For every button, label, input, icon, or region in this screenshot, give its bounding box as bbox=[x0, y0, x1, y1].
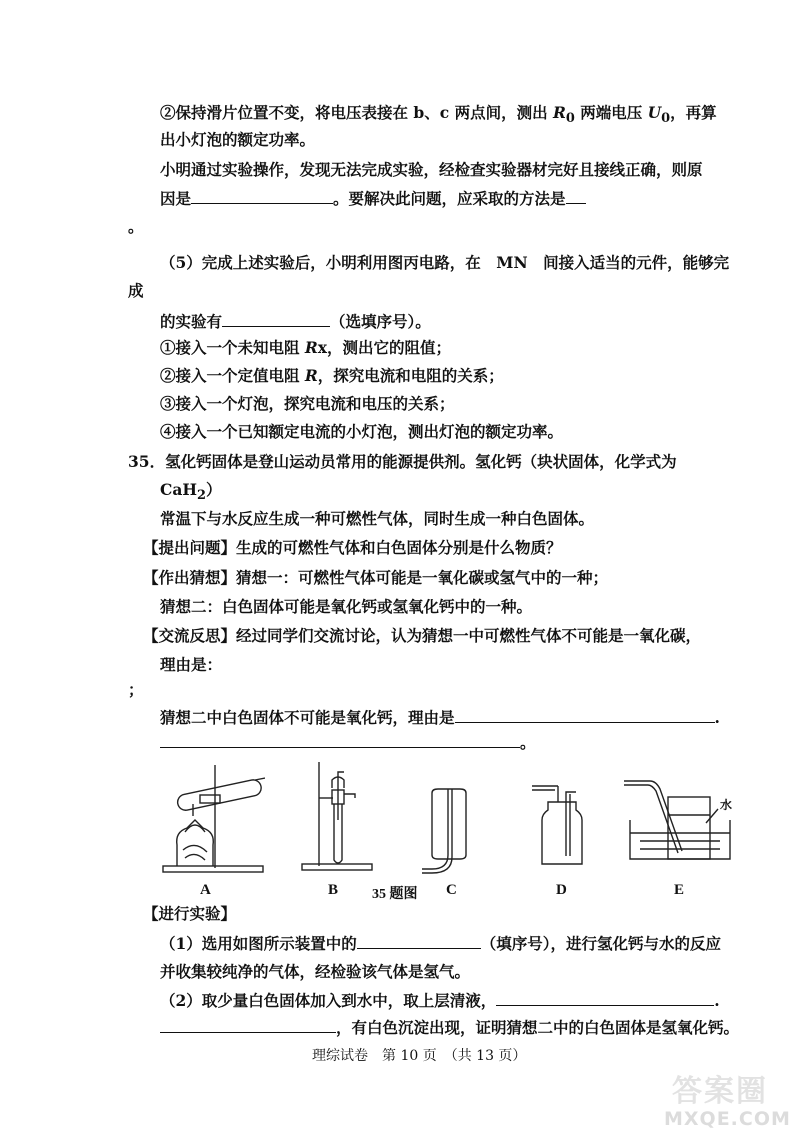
answer-blank-device[interactable] bbox=[357, 933, 481, 949]
line-q5-fill: 的实验有 （选填序号）。 bbox=[160, 312, 431, 331]
formula-line: CaH$_2$） bbox=[160, 480, 222, 504]
line-reflection: 【交流反思】经过同学们交流讨论，认为猜想一中可燃性气体不可能是一氧化碳， bbox=[143, 626, 702, 645]
line-step2: ②保持滑片位置不变，将电压表接在 b、c 两点间，测出 $R_0$ 两端电压 $U_0$，再算 bbox=[160, 103, 717, 127]
line-step2-cont: 出小灯泡的额定功率。 bbox=[160, 130, 316, 149]
answer-blank-reason[interactable] bbox=[191, 188, 333, 204]
apparatus-c bbox=[420, 785, 480, 875]
watermark-logo: 答案圈 MXQE.COM bbox=[664, 1074, 791, 1130]
apparatus-b bbox=[297, 760, 382, 875]
line-exp1: （1）选用如图所示装置中的 （填序号），进行氢化钙与水的反应 bbox=[160, 934, 722, 953]
option-2: ②接入一个定值电阻 R，探究电流和电阻的关系； bbox=[160, 366, 504, 385]
line-period: 。 bbox=[128, 217, 144, 236]
line-xiaoming: 小明通过实验操作，发现无法完成实验，经检查实验器材完好且接线正确，则原 bbox=[160, 160, 703, 179]
line-q5-cont: 成 bbox=[128, 281, 144, 300]
apparatus-e bbox=[620, 775, 740, 865]
figure-label-c: C bbox=[446, 882, 457, 898]
question-35: 35．氢化钙固体是登山运动员常用的能源提供剂。氢化钙（块状固体，化学式为 bbox=[128, 452, 677, 471]
answer-blank-exp2-2[interactable] bbox=[160, 1017, 336, 1033]
line-semicolon: ； bbox=[128, 680, 144, 699]
line-exp1-cont: 并收集较纯净的气体，经检验该气体是氢气。 bbox=[160, 962, 471, 981]
line-exp2-cont: ，有白色沉淀出现，证明猜想二中的白色固体是氢氧化钙。 bbox=[160, 1017, 739, 1038]
line-reaction: 常温下与水反应生成一种可燃性气体，同时生成一种白色固体。 bbox=[160, 509, 595, 528]
answer-blank-cao-2[interactable] bbox=[160, 732, 520, 748]
page-footer: 理综试卷 第 10 页 （共 13 页） bbox=[312, 1048, 527, 1064]
line-cao-reason-cont: 。 bbox=[160, 732, 536, 753]
section-experiment: 【进行实验】 bbox=[143, 904, 237, 923]
line-cao-reason: 猜想二中白色固体不可能是氧化钙，理由是 . bbox=[160, 708, 720, 727]
line-q5: （5）完成上述实验后，小明利用图丙电路，在 MN 间接入适当的元件，能够完 bbox=[160, 253, 730, 272]
option-1: ①接入一个未知电阻 Rx，测出它的阻值； bbox=[160, 338, 452, 357]
figure-label-a: A bbox=[200, 882, 211, 898]
answer-blank-exp2-1[interactable] bbox=[496, 990, 714, 1006]
answer-blank-method[interactable] bbox=[566, 188, 586, 204]
line-exp2: （2）取少量白色固体加入到水中，取上层清液， . bbox=[160, 991, 720, 1010]
line-reflection-reason: 理由是： bbox=[160, 655, 223, 674]
figure-label-e: E bbox=[674, 882, 685, 898]
apparatus-d bbox=[530, 780, 600, 870]
answer-blank-q5[interactable] bbox=[222, 311, 330, 327]
figure-label-d: D bbox=[556, 882, 567, 898]
answer-blank-cao-1[interactable] bbox=[455, 707, 715, 723]
figure-label-b: B bbox=[328, 882, 339, 898]
figure-caption: 35 题图 bbox=[372, 887, 418, 902]
line-hypothesis-2: 猜想二：白色固体可能是氧化钙或氢氧化钙中的一种。 bbox=[160, 597, 533, 616]
line-hypothesis-1: 【作出猜想】猜想一：可燃性气体可能是一氧化碳或氢气中的一种； bbox=[143, 568, 609, 587]
option-4: ④接入一个已知额定电流的小灯泡，测出灯泡的额定功率。 bbox=[160, 422, 564, 441]
option-3: ③接入一个灯泡，探究电流和电压的关系； bbox=[160, 394, 455, 413]
line-question: 【提出问题】生成的可燃性气体和白色固体分别是什么物质？ bbox=[143, 538, 562, 557]
apparatus-a bbox=[155, 760, 265, 880]
line-reason: 因是 。要解决此问题，应采取的方法是 bbox=[160, 188, 586, 209]
water-label: 水 bbox=[720, 798, 733, 812]
